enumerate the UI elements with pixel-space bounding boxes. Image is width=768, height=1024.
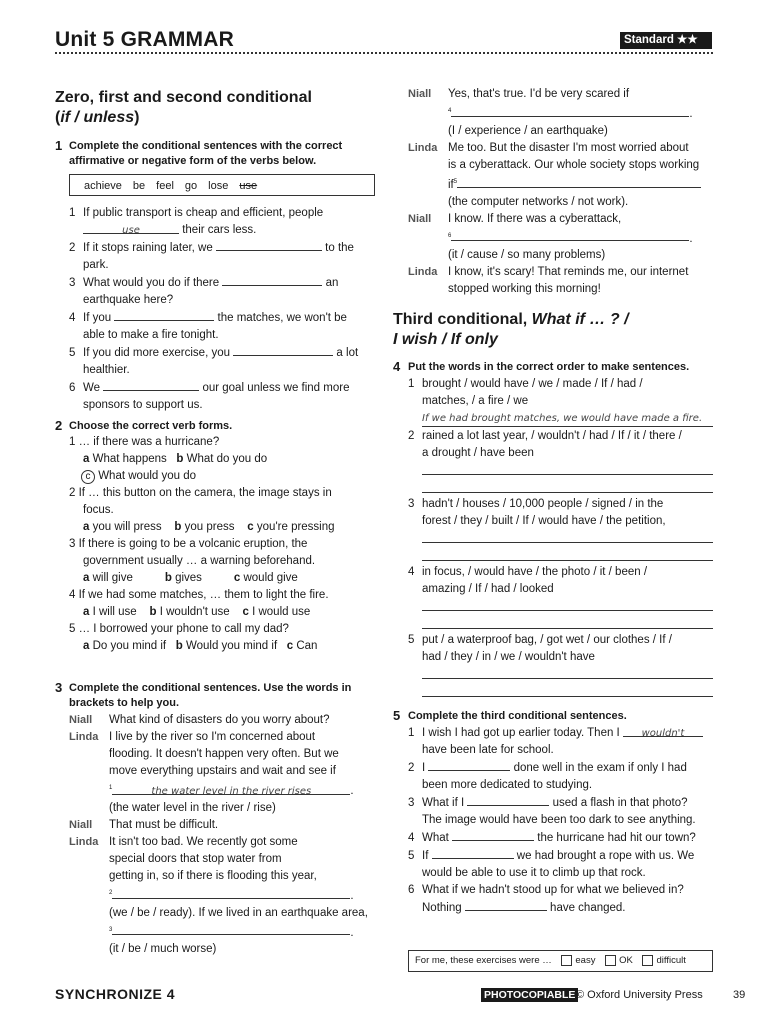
page-number: 39 (733, 989, 746, 1001)
answer-field[interactable]: wouldn't (623, 725, 703, 737)
answer-field[interactable] (216, 239, 322, 251)
list-item: 3 hadn't / houses / 10,000 people / signed / in the forest / they / built / If / would have / the petition, (408, 498, 666, 527)
exercise-1-number: 1 (55, 138, 63, 153)
list-item: 3 What if I used a flash in that photo? (408, 794, 718, 812)
answer-line[interactable] (422, 542, 713, 543)
answer-line[interactable] (422, 696, 713, 697)
list-item: 2 If it stops raining later, we to the (69, 239, 379, 257)
answer-line[interactable] (422, 610, 713, 611)
section-title: Zero, first and second conditional (if / unless) (55, 89, 312, 126)
answer-field[interactable]: the water level in the river rises (112, 783, 350, 795)
answer-field[interactable] (467, 794, 549, 806)
answer-field[interactable] (457, 176, 701, 188)
exercise-3-instructions: Complete the conditional sentences. Use the words in brackets to help you. (69, 682, 352, 709)
answer-field[interactable]: use (83, 222, 179, 234)
level-badge: Standard ★★ (620, 32, 712, 49)
exercise-1-list: 1 If public transport is cheap and efficient, people use their cars less. 2 If it stops raining later, we to the park. 3 What would you do if there an earthquake here? 4 If you the matches, we won't be able to make a fire tonight. 5 If you did more exercise, you a lot healthier. 6 We our goal unless we find more sponsors to support us. (69, 205, 379, 414)
answer-field[interactable] (452, 829, 534, 841)
answer-field[interactable] (451, 229, 689, 241)
answer-line[interactable] (422, 560, 713, 561)
list-item: 3 What would you do if there an (69, 274, 379, 292)
list-item: 2 rained a lot last year, / wouldn't / had / If / it / there / a drought / have been (408, 430, 682, 459)
answer-field[interactable] (103, 379, 199, 391)
list-item: 2 I done well in the exam if only I had (408, 759, 718, 777)
answer-field[interactable] (222, 274, 322, 286)
list-item: 1 brought / would have / we / made / If / had / (408, 378, 643, 390)
exercise-3-dialogue: Niall What kind of disasters do you worry about? Linda I live by the river so I'm concerned about flooding. It doesn't happen very often. But we move everything upstairs and wait and see if $^1$ the water level in the river rises . (the water level in the river / rise) Niall That must be difficult. Linda It isn't too bad. We recently got some special doors that stop water from getting in, so if there is flooding this year, $^2$ . (we / be / ready). If we lived in an earthquake area, $^3$ . (it / be / much worse) (69, 714, 368, 956)
answer-line[interactable] (422, 474, 713, 475)
exercise-1-instructions: Complete the conditional sentences with the correct affirmative or negative form of the verbs below. (69, 140, 343, 167)
brand-logo: SYNCHRONIZE 4 (55, 986, 176, 1002)
exercise-4-list: 1 brought / would have / we / made / If / had / matches, / a fire / we If we had brought matches, we would have made a fire. (408, 376, 713, 427)
answer-field[interactable] (451, 105, 689, 117)
list-item: 5 If you did more exercise, you a lot (69, 344, 379, 362)
answer-line[interactable] (422, 628, 713, 629)
exercise-3-number: 3 (55, 680, 63, 695)
list-item: 6 What if we hadn't stood up for what we believed in? (408, 884, 684, 896)
exercise-4-number: 4 (393, 359, 401, 374)
section-subtitle: if / unless (60, 109, 135, 126)
exercise-5-list: 1 I wish I had got up earlier today. Then I wouldn't have been late for school. 2 I done well in the exam if only I had been more dedicated to studying. 3 What if I used a flash in that photo? The image would have been too dark to see anything. 4 What the hurricane had hit our town? 5 If we had brought a rope with us. We would be able to use it to climb up that rock. 6 What if we hadn't stood up for what we believed in? Nothing have changed. (408, 725, 718, 917)
answer-field[interactable] (112, 923, 350, 935)
list-item: 4 If you the matches, we won't be (69, 309, 379, 327)
answer-field[interactable] (432, 847, 514, 859)
exercise-2-list: 1 … if there was a hurricane? a What happens b What do you do c What would you do 2 If … this button on the camera, the image stays in focus. a you will press b you press c you're pressing 3 If there is going to be a volcanic eruption, the government usually … a warning beforehand. a will give b gives c would give 4 If we had some matches, … them to light the fire. a I will use b I wouldn't use c I would use 5 … I borrowed your phone to call my dad? a Do you mind if b Would you mind if c Can (69, 436, 335, 652)
answer-field[interactable] (233, 344, 333, 356)
list-item: 6 We our goal unless we find more (69, 379, 379, 397)
exercise-4-instructions: Put the words in the correct order to make sentences. (408, 361, 690, 373)
exercise-2-number: 2 (55, 418, 63, 433)
checkbox-difficult[interactable] (642, 955, 653, 966)
answer-line[interactable] (422, 678, 713, 679)
section-2-title: Third conditional, What if … ? / I wish / If only (393, 311, 629, 348)
answer-field[interactable] (465, 899, 547, 911)
list-item: 4 in focus, / would have / the photo / it / been / amazing / If / had / looked (408, 566, 648, 595)
list-item: 4 What the hurricane had hit our town? (408, 829, 718, 847)
answer-field[interactable] (112, 887, 350, 899)
answer-field[interactable] (428, 759, 510, 771)
exercise-5-number: 5 (393, 708, 401, 723)
checkbox-ok[interactable] (605, 955, 616, 966)
list-item: 5 If we had brought a rope with us. We (408, 847, 718, 865)
word-box: achieve be feel go lose use (69, 174, 375, 196)
list-item: 1 If public transport is cheap and efficient, people (69, 207, 324, 219)
exercise-3-dialogue-continued: Niall Yes, that's true. I'd be very scared if $^4$ . (I / experience / an earthquake) Linda Me too. But the disaster I'm most worried about is a cyberattack. Our whole society stops working $if^5$ (the computer networks / not work). Niall I know. If there was a cyberattack, $^6$ . (it / cause / so many problems) Linda I know, it's scary! That reminds me, our internet stopped working this morning! (408, 88, 700, 296)
photocopiable-label: PHOTOCOPIABLE (481, 988, 578, 1002)
list-item: 1 I wish I had got up earlier today. Then I wouldn't (408, 725, 718, 742)
exercise-2-instructions: Choose the correct verb forms. (69, 420, 233, 432)
feedback-box: For me, these exercises were … easy OK difficult (408, 950, 713, 972)
copyright: © Oxford University Press (576, 989, 703, 1001)
checkbox-easy[interactable] (561, 955, 572, 966)
page-title: Unit 5 GRAMMAR (55, 28, 234, 51)
answer-field[interactable]: If we had brought matches, we would have made a fire. (422, 410, 713, 427)
answer-field[interactable] (114, 309, 214, 321)
header-divider (55, 52, 713, 54)
exercise-5-instructions: Complete the third conditional sentences. (408, 710, 627, 722)
selected-option-c[interactable]: c (81, 470, 95, 484)
answer-line[interactable] (422, 492, 713, 493)
list-item: 5 put / a waterproof bag, / got wet / our clothes / If / had / they / in / we / wouldn't have (408, 634, 672, 663)
